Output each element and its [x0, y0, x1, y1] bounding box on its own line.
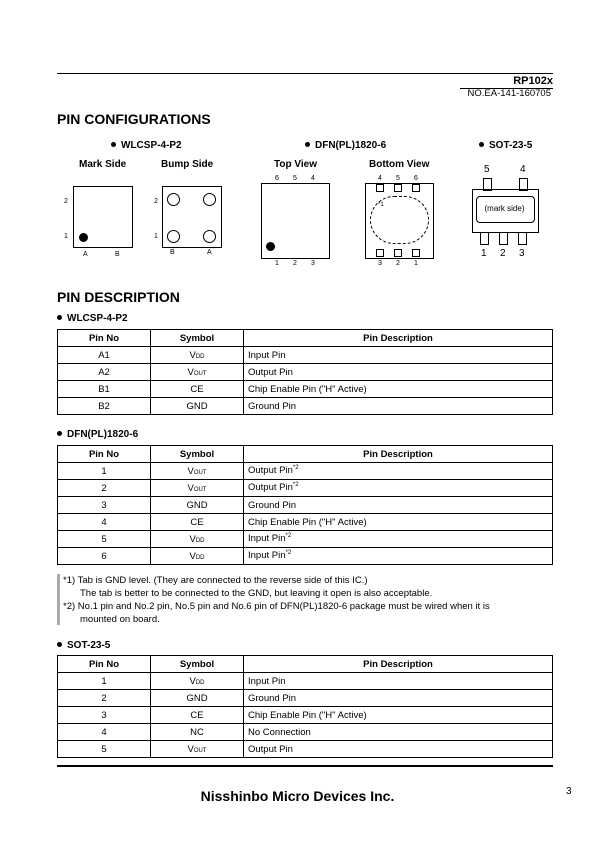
note-1-line-1: *1) Tab is GND level. (They are connected to the reverse side of this IC.)	[63, 575, 368, 586]
sot-lead-3	[518, 232, 527, 245]
symbol-cell	[151, 673, 244, 690]
document-number: NO.EA-141-160705	[467, 88, 551, 99]
pin-no-cell: B1	[58, 381, 151, 398]
description-text: Chip Enable Pin ("H" Active)	[248, 709, 367, 721]
table-row	[58, 673, 553, 690]
header-pin-description: Pin Description	[244, 446, 553, 463]
symbol-cell	[151, 741, 244, 758]
header-pin-no: Pin No	[58, 330, 151, 347]
dfn-bottom-pin-4: 4	[378, 175, 382, 182]
wlcsp-pin-table	[57, 329, 553, 415]
dfn-pad-3	[376, 249, 384, 257]
sot-config-label: SOT-23-5	[479, 140, 532, 151]
bullet-icon	[57, 431, 62, 436]
symbol-text: V	[187, 465, 194, 477]
dfn-tab-note: *1	[378, 202, 384, 208]
symbol-text: CE	[190, 516, 204, 528]
pin-no-cell: 1	[58, 673, 151, 690]
pin-no-cell: 4	[58, 724, 151, 741]
part-number: RP102x	[513, 75, 553, 87]
description-text: No Connection	[248, 726, 311, 738]
pin-no-cell: A1	[58, 347, 151, 364]
header-symbol: Symbol	[151, 656, 244, 673]
description-cell	[244, 673, 553, 690]
sot-pin-label-5: 5	[484, 164, 490, 175]
header-symbol: Symbol	[151, 446, 244, 463]
table-row	[58, 548, 553, 565]
symbol-subscript: DD	[195, 353, 205, 360]
wlcsp-config-label: WLCSP-4-P2	[111, 140, 182, 151]
dfn-top-pin-6: 6	[275, 175, 279, 182]
table-header-row	[58, 656, 553, 673]
dfn-pad-1	[412, 249, 420, 257]
mark-col-label-a: A	[83, 251, 88, 258]
table-row	[58, 690, 553, 707]
sot-lead-1	[480, 232, 489, 245]
symbol-cell	[151, 347, 244, 364]
description-text: Output Pin	[248, 743, 293, 755]
pin-no-cell: 5	[58, 741, 151, 758]
symbol-text: V	[189, 349, 196, 361]
sot-mark-side-label: (mark side)	[484, 204, 525, 213]
symbol-cell	[151, 480, 244, 497]
pin1-mark-dot	[79, 233, 88, 242]
table-row	[58, 364, 553, 381]
symbol-cell	[151, 364, 244, 381]
dfn-top-pin-3: 3	[311, 260, 315, 267]
symbol-cell	[151, 707, 244, 724]
sot-pin-label-3: 3	[519, 248, 525, 259]
pin-no-cell: 6	[58, 548, 151, 565]
bump-a2	[203, 193, 216, 206]
table-row	[58, 497, 553, 514]
bullet-icon	[57, 315, 62, 320]
mark-row-label-1: 1	[64, 233, 68, 240]
dfn-top-pin-1: 1	[275, 260, 279, 267]
bump-a1	[203, 230, 216, 243]
dfn-pad-6	[412, 184, 420, 192]
description-cell	[244, 724, 553, 741]
dfn-top-pin-4: 4	[311, 175, 315, 182]
footnote-ref: *2	[285, 550, 292, 557]
bump-b2	[167, 193, 180, 206]
description-text: Output Pin	[248, 482, 293, 494]
symbol-subscript: OUT	[193, 747, 207, 754]
table-row	[58, 463, 553, 480]
pin-desc-title: PIN DESCRIPTION	[57, 289, 180, 305]
symbol-text: GND	[186, 499, 208, 511]
pin-no-cell: 4	[58, 514, 151, 531]
bump-col-label-b: B	[170, 249, 175, 256]
dfn-top-pin-5: 5	[293, 175, 297, 182]
description-text: Output Pin	[248, 465, 293, 477]
table-row	[58, 724, 553, 741]
description-text: Ground Pin	[248, 692, 297, 704]
note-2-line-1: *2) No.1 pin and No.2 pin, No.5 pin and No.6 pin of DFN(PL)1820-6 package must be wired when it is	[63, 601, 490, 612]
bullet-icon	[57, 642, 62, 647]
symbol-text: GND	[186, 692, 208, 704]
description-cell	[244, 398, 553, 415]
pin-no-cell: 5	[58, 531, 151, 548]
mark-col-label-b: B	[115, 251, 120, 258]
symbol-subscript: OUT	[193, 469, 207, 476]
pin-no-cell: A2	[58, 364, 151, 381]
pin-no-cell: B2	[58, 398, 151, 415]
symbol-cell	[151, 724, 244, 741]
description-cell	[244, 480, 553, 497]
symbol-text: V	[189, 533, 196, 545]
dfn-pin1-mark-dot	[266, 242, 275, 251]
notes-margin-bar	[57, 574, 60, 625]
page-number: 3	[566, 786, 572, 797]
bump-side-label: Bump Side	[161, 159, 214, 170]
header-rule	[57, 73, 553, 74]
table-row	[58, 531, 553, 548]
top-view-label: Top View	[274, 159, 317, 170]
table-header-row	[58, 330, 553, 347]
pin-no-cell: 2	[58, 480, 151, 497]
dfn-pad-5	[394, 184, 402, 192]
dfn-pin-table	[57, 445, 553, 565]
bullet-icon	[111, 142, 116, 147]
table-row	[58, 347, 553, 364]
symbol-text: V	[187, 482, 194, 494]
symbol-cell	[151, 381, 244, 398]
symbol-text: V	[187, 366, 194, 378]
header-pin-description: Pin Description	[244, 330, 553, 347]
description-text: Input Pin	[248, 550, 286, 562]
dfn-pad-2	[394, 249, 402, 257]
symbol-cell	[151, 398, 244, 415]
table-row	[58, 381, 553, 398]
description-cell	[244, 548, 553, 565]
table-row	[58, 707, 553, 724]
symbol-cell	[151, 463, 244, 480]
symbol-subscript: OUT	[193, 370, 207, 377]
symbol-text: V	[189, 550, 196, 562]
description-text: Input Pin	[248, 349, 286, 361]
wlcsp-desc-label: WLCSP-4-P2	[57, 313, 128, 324]
bump-b1	[167, 230, 180, 243]
pin-config-title: PIN CONFIGURATIONS	[57, 111, 211, 127]
bullet-icon	[305, 142, 310, 147]
footer-rule	[57, 765, 553, 767]
footnote-ref: *2	[285, 533, 292, 540]
table-row	[58, 480, 553, 497]
description-text: Ground Pin	[248, 400, 297, 412]
dfn-config-label: DFN(PL)1820-6	[305, 140, 386, 151]
bump-col-label-a: A	[207, 249, 212, 256]
bump-row-label-2: 2	[154, 198, 158, 205]
symbol-text: NC	[190, 726, 204, 738]
dfn-bottom-pin-3: 3	[378, 260, 382, 267]
symbol-cell	[151, 497, 244, 514]
header-pin-no: Pin No	[58, 656, 151, 673]
dfn-pad-4	[376, 184, 384, 192]
symbol-subscript: DD	[195, 537, 205, 544]
sot-lead-2	[499, 232, 508, 245]
table-header-row	[58, 446, 553, 463]
description-text: Chip Enable Pin ("H" Active)	[248, 516, 367, 528]
table-row	[58, 514, 553, 531]
table-row	[58, 741, 553, 758]
symbol-subscript: OUT	[193, 486, 207, 493]
pin-no-cell: 1	[58, 463, 151, 480]
bump-row-label-1: 1	[154, 233, 158, 240]
header-symbol: Symbol	[151, 330, 244, 347]
dfn-bottom-pin-6: 6	[414, 175, 418, 182]
symbol-subscript: DD	[195, 679, 205, 686]
footnotes	[63, 574, 543, 626]
company-name: Nisshinbo Micro Devices Inc.	[200, 788, 395, 804]
description-cell	[244, 364, 553, 381]
sot-pin-label-1: 1	[481, 248, 487, 259]
symbol-text: CE	[190, 383, 204, 395]
description-cell	[244, 531, 553, 548]
footnote-ref: *2	[292, 465, 299, 472]
description-text: Ground Pin	[248, 499, 297, 511]
footnote-ref: *2	[292, 482, 299, 489]
dfn-desc-label: DFN(PL)1820-6	[57, 429, 138, 440]
description-text: Input Pin	[248, 533, 286, 545]
sot-pin-label-4: 4	[520, 164, 526, 175]
pin-no-cell: 2	[58, 690, 151, 707]
header-pin-description: Pin Description	[244, 656, 553, 673]
bottom-view-label: Bottom View	[369, 159, 430, 170]
sot-desc-label: SOT-23-5	[57, 640, 110, 651]
description-cell	[244, 514, 553, 531]
symbol-text: CE	[190, 709, 204, 721]
description-cell	[244, 690, 553, 707]
symbol-cell	[151, 548, 244, 565]
mark-side-label: Mark Side	[79, 159, 127, 170]
bullet-icon	[479, 142, 484, 147]
symbol-subscript: DD	[195, 554, 205, 561]
sot-pin-table	[57, 655, 553, 758]
symbol-text: V	[189, 675, 196, 687]
symbol-cell	[151, 531, 244, 548]
description-text: Output Pin	[248, 366, 293, 378]
note-2-line-2: mounted on board.	[80, 614, 160, 625]
description-text: Chip Enable Pin ("H" Active)	[248, 383, 367, 395]
description-cell	[244, 741, 553, 758]
symbol-text: V	[187, 743, 194, 755]
description-cell	[244, 463, 553, 480]
header-pin-no: Pin No	[58, 446, 151, 463]
symbol-cell	[151, 690, 244, 707]
sot-pin-label-2: 2	[500, 248, 506, 259]
dfn-top-pin-2: 2	[293, 260, 297, 267]
table-row	[58, 398, 553, 415]
description-cell	[244, 347, 553, 364]
note-1-line-2: The tab is better to be connected to the GND, but leaving it open is also acceptable.	[80, 588, 433, 599]
symbol-cell	[151, 514, 244, 531]
pin-no-cell: 3	[58, 707, 151, 724]
description-cell	[244, 707, 553, 724]
mark-row-label-2: 2	[64, 198, 68, 205]
description-cell	[244, 381, 553, 398]
dfn-bottom-pin-2: 2	[396, 260, 400, 267]
description-text: Input Pin	[248, 675, 286, 687]
pin-no-cell: 3	[58, 497, 151, 514]
dfn-bottom-pin-5: 5	[396, 175, 400, 182]
description-cell	[244, 497, 553, 514]
symbol-text: GND	[186, 400, 208, 412]
dfn-bottom-pin-1: 1	[414, 260, 418, 267]
